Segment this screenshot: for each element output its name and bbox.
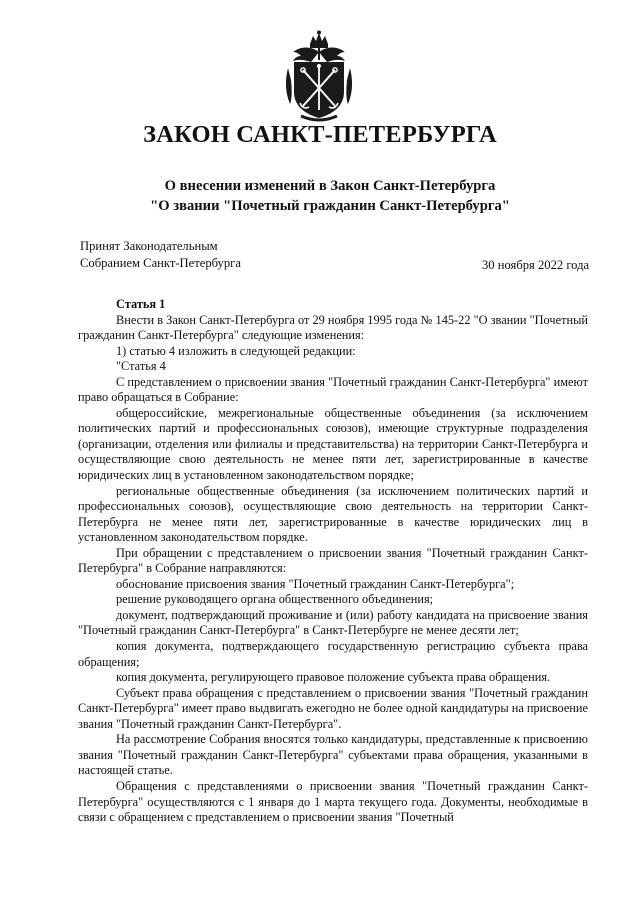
paragraph: Субъект права обращения с представлением о присвоении звания "Почетный гражданин Санкт-Петербурга" имеет право выдвигать ежегодно не более одной кандидатуры на присвоение звания "Почетный гражданин Санкт-Петербурга". bbox=[78, 685, 588, 731]
law-subtitle bbox=[60, 176, 600, 216]
paragraph: На рассмотрение Собрания вносятся только кандидатуры, представленные к присвоению звания "Почетный гражданин Санкт-Петербурга" субъектами права обращения, указанными в настоящей статье. bbox=[78, 732, 588, 778]
adoption-date: 30 ноября 2022 года bbox=[482, 258, 590, 272]
paragraph: документ, подтверждающий проживание и (или) работу кандидата на присвоение звания "Почетный гражданин Санкт-Петербурга" в Санкт-Петербурге не менее десяти лет; bbox=[78, 607, 588, 638]
paragraph: Обращения с представлениями о присвоении звания "Почетный гражданин Санкт-Петербурга" осуществляются с 1 января до 1 марта текущего года. Документы, необходимые в связи с обращением с представлением о присвоении звания "Почетный bbox=[78, 778, 588, 825]
article-heading: Статья 1 bbox=[116, 297, 166, 311]
adoption-line: Собранием Санкт-Петербурга bbox=[80, 256, 241, 270]
adoption-line: Принят Законодательным bbox=[80, 239, 218, 253]
adoption-note bbox=[80, 238, 241, 272]
paragraph: При обращении с представлением о присвоении звания "Почетный гражданин Санкт-Петербурга" в Собрание направляются: bbox=[78, 545, 588, 576]
st-petersburg-coat-of-arms-icon bbox=[283, 30, 355, 124]
paragraph: общероссийские, межрегиональные общественные объединения (за исключением политических партий и профессиональных союзов), имеющие структурные подразделения (организации, отделения или филиалы и представительства) на территории Санкт-Петербурга и осуществляющие свою деятельность не менее пяти лет, зарегистрированные в качестве юридических лиц в установленном законодательством порядке; bbox=[78, 405, 588, 483]
subtitle-line: О внесении изменений в Закон Санкт-Петербурга bbox=[164, 178, 496, 194]
law-body bbox=[78, 297, 588, 826]
subtitle-line: "О звании "Почетный гражданин Санкт-Петербурга" bbox=[150, 198, 510, 214]
paragraph: С представлением о присвоении звания "Почетный гражданин Санкт-Петербурга" имеют право обращаться в Собрание: bbox=[78, 374, 588, 405]
paragraph: копия документа, регулирующего правовое положение субъекта права обращения. bbox=[116, 670, 551, 685]
paragraph: решение руководящего органа общественного объединения; bbox=[116, 592, 434, 607]
paragraph: копия документа, подтверждающего государственную регистрацию субъекта права обращения; bbox=[78, 639, 588, 669]
paragraph: обоснование присвоения звания "Почетный гражданин Санкт-Петербурга"; bbox=[116, 576, 515, 591]
paragraph: региональные общественные объединения (за исключением политических партий и профессиональных союзов), осуществляющие свою деятельность на территории Санкт-Петербурга не менее пяти лет, зарегистрированные в качестве юридических лиц в установленном законодательством порядке. bbox=[78, 483, 588, 545]
paragraph: 1) статью 4 изложить в следующей редакции: bbox=[116, 343, 356, 358]
paragraph: "Статья 4 bbox=[116, 359, 166, 374]
law-title: ЗАКОН САНКТ-ПЕТЕРБУРГА bbox=[143, 121, 497, 148]
paragraph: Внести в Закон Санкт-Петербурга от 29 ноября 1995 года № 145-22 "О звании "Почетный гражданин Санкт-Петербурга" следующие изменения: bbox=[78, 312, 588, 343]
